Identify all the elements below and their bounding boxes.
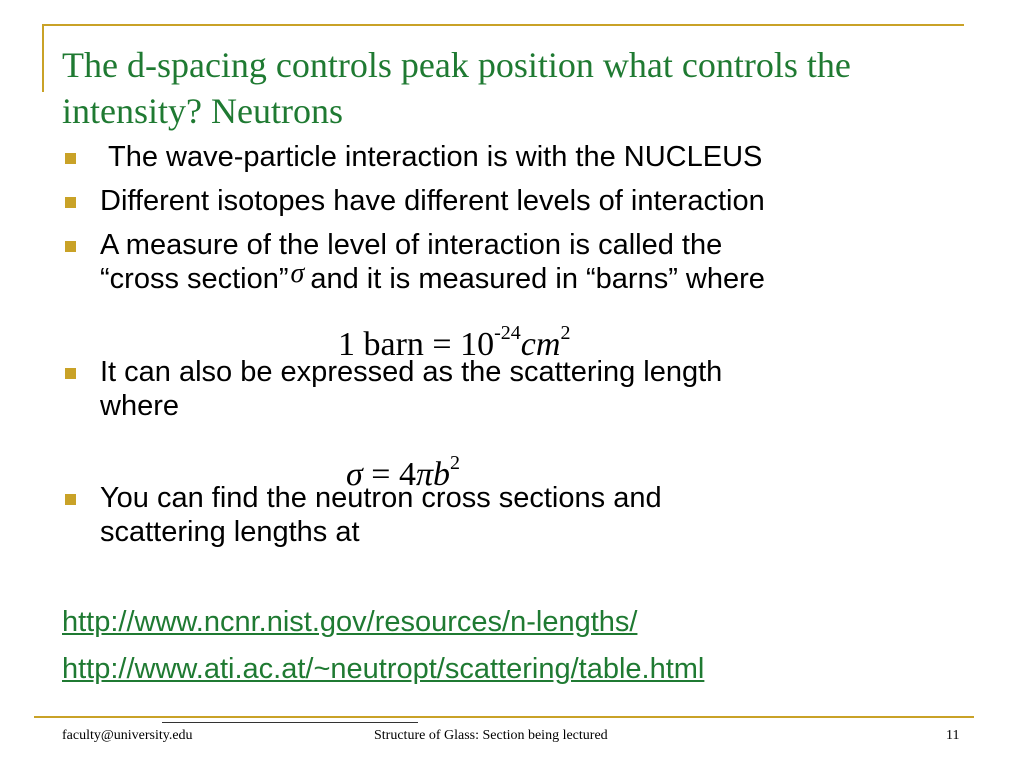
barn-exponent: -24 xyxy=(494,322,521,344)
sigma-symbol: σ xyxy=(290,258,305,289)
bullet-text: scattering lengths at xyxy=(100,516,360,548)
bullet-text: You can find the neutron cross sections and xyxy=(100,482,662,514)
barn-unit: cm xyxy=(520,326,561,363)
footer-email: faculty@university.edu xyxy=(62,728,193,743)
barn-lhs: 1 barn xyxy=(338,326,424,363)
left-border-line xyxy=(42,24,44,92)
top-border-line xyxy=(42,24,964,26)
bullet-text: The wave-particle interaction is with the NUCLEUS xyxy=(108,141,763,173)
footer-separator xyxy=(162,722,418,723)
sigma-coef: 4 xyxy=(398,456,416,493)
barn-unit-exponent: 2 xyxy=(560,322,571,344)
ncnr-link[interactable]: http://www.ncnr.nist.gov/resources/n-lengths/ xyxy=(62,606,638,638)
barn-base: 10 xyxy=(460,326,495,363)
bullet-text: and it is measured in “barns” where xyxy=(310,263,765,295)
bullet-item xyxy=(62,481,992,549)
barn-equals: = xyxy=(423,326,461,363)
bullet-text: where xyxy=(100,390,179,422)
sigma-lhs: σ xyxy=(346,456,363,493)
barn-equation xyxy=(338,322,571,364)
bullet-item xyxy=(62,184,992,218)
bullet-square-icon xyxy=(65,153,76,164)
sigma-var: b xyxy=(433,456,451,493)
slide-title: The d-spacing controls peak position what controls the intensity? Neutrons xyxy=(62,45,851,131)
bullet-text: “cross section” xyxy=(100,263,289,295)
bullet-square-icon xyxy=(65,241,76,252)
bullet-item xyxy=(62,140,992,174)
ati-link[interactable]: http://www.ati.ac.at/~neutropt/scattering/table.html xyxy=(62,653,705,685)
sigma-exponent: 2 xyxy=(450,452,461,474)
bullet-item xyxy=(62,228,992,297)
sigma-equals: = xyxy=(362,456,399,493)
bullet-text: It can also be expressed as the scattering length xyxy=(100,356,723,388)
bullet-square-icon xyxy=(65,368,76,379)
bullet-item xyxy=(62,355,992,423)
bullet-text: Different isotopes have different levels of interaction xyxy=(100,185,765,217)
bullet-square-icon xyxy=(65,197,76,208)
sigma-equation xyxy=(346,452,461,494)
footer-course: Structure of Glass: Section being lectured xyxy=(374,728,608,743)
bullet-text: A measure of the level of interaction is called the xyxy=(100,229,723,261)
sigma-pi: π xyxy=(415,456,434,493)
footer-divider xyxy=(34,716,974,718)
bullet-square-icon xyxy=(65,494,76,505)
page-number: 11 xyxy=(946,728,960,743)
